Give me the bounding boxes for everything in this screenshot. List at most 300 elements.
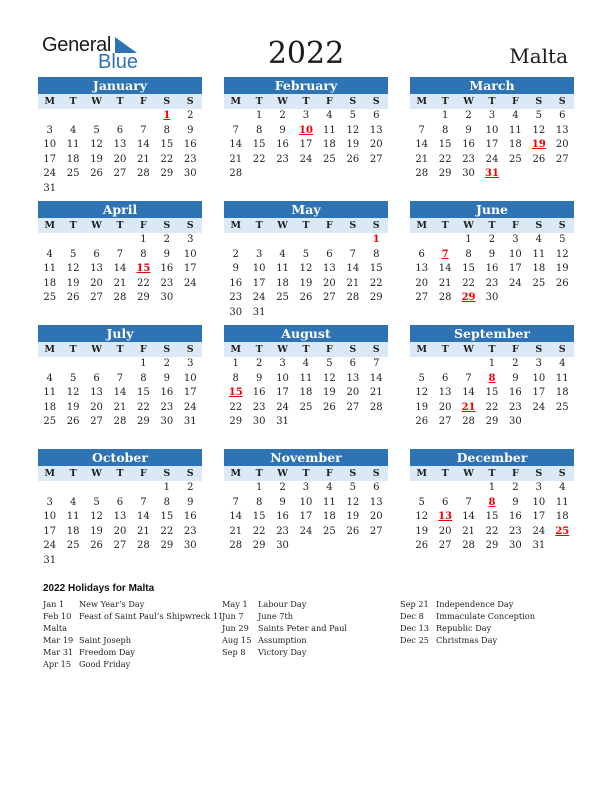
day-cell: 22 [485, 525, 499, 537]
weekday-label: T [69, 96, 77, 107]
weekday-row [410, 466, 574, 481]
day-cell: 9 [279, 124, 286, 136]
day-cell: 25 [509, 153, 522, 165]
day-cell: 16 [183, 139, 197, 151]
day-cell: 2 [187, 482, 194, 493]
weekday-label: W [91, 96, 102, 107]
month-header: May [224, 201, 388, 218]
day-grid [224, 357, 388, 430]
day-cell: 5 [349, 110, 357, 121]
weekday-row [224, 218, 388, 233]
empty-cell [433, 233, 456, 248]
empty-cell [85, 481, 108, 496]
day-cell: 20 [555, 139, 569, 151]
day-cell: 6 [93, 372, 100, 384]
day-cell: 13 [90, 263, 103, 275]
day-grid [38, 357, 202, 430]
day-cell: 3 [535, 482, 543, 493]
weekday-label: W [463, 220, 474, 231]
weekday-label: T [488, 468, 496, 479]
day-cell: 24 [532, 401, 546, 413]
weekday-label: S [186, 220, 194, 231]
day-cell: 4 [326, 110, 333, 121]
day-cell: 22 [252, 153, 266, 165]
day-cell: 2 [512, 482, 519, 493]
day-cell: 3 [512, 234, 519, 245]
month-june [410, 201, 574, 306]
day-cell: 16 [160, 263, 174, 275]
day-cell: 18 [276, 277, 289, 289]
day-cell: 16 [183, 511, 197, 523]
day-cell: 28 [369, 401, 383, 413]
day-cell: 30 [485, 292, 499, 304]
day-cell: 14 [113, 263, 127, 275]
day-cell: 30 [183, 540, 197, 552]
holiday-name: Independence Day [436, 599, 514, 609]
holiday-date: Sep 8 [222, 647, 246, 658]
weekday-row [38, 466, 202, 481]
empty-cell [61, 109, 84, 124]
day-cell: 5 [93, 124, 100, 136]
weekday-label: T [255, 468, 263, 479]
day-cell: 9 [163, 248, 171, 260]
day-grid [38, 233, 202, 306]
weekday-label: S [349, 96, 357, 107]
day-cell: 24 [485, 153, 499, 165]
day-cell: 20 [346, 387, 360, 399]
month-header: February [224, 77, 388, 94]
day-cell: 25 [66, 540, 80, 552]
day-cell: 2 [255, 358, 263, 369]
day-cell: 22 [369, 277, 383, 289]
day-cell: 18 [323, 139, 336, 151]
day-cell: 21 [137, 525, 150, 537]
weekday-label: M [416, 344, 427, 355]
day-cell: 4 [559, 358, 566, 369]
empty-cell [108, 357, 131, 372]
day-cell: 29 [137, 416, 150, 428]
weekday-label: T [69, 220, 77, 231]
weekday-label: S [186, 96, 194, 107]
day-cell: 26 [532, 153, 546, 165]
empty-cell [38, 481, 61, 496]
day-cell: 5 [559, 234, 566, 245]
weekday-label: S [186, 468, 194, 479]
day-cell: 27 [415, 292, 429, 304]
day-cell: 10 [299, 496, 313, 508]
weekday-label: S [163, 468, 171, 479]
day-cell: 27 [113, 540, 127, 552]
day-cell: 6 [441, 496, 449, 508]
weekday-row [38, 94, 202, 109]
weekday-label: F [326, 96, 333, 107]
holiday-column [400, 598, 535, 646]
weekday-label: W [277, 220, 288, 231]
day-cell: 28 [113, 292, 127, 304]
holiday-day: 7 [441, 248, 449, 260]
empty-cell [457, 357, 480, 372]
day-cell: 9 [187, 124, 194, 136]
day-cell: 21 [415, 153, 429, 165]
day-cell: 18 [532, 263, 546, 275]
month-august [224, 325, 388, 430]
day-cell: 9 [512, 372, 519, 384]
day-cell: 3 [255, 248, 263, 260]
day-cell: 20 [438, 525, 452, 537]
weekday-label: M [416, 220, 427, 231]
day-cell: 10 [532, 496, 546, 508]
weekday-label: M [230, 468, 241, 479]
month-july [38, 325, 202, 430]
day-cell: 23 [183, 153, 197, 165]
day-cell: 17 [509, 263, 522, 275]
day-cell: 2 [279, 110, 286, 121]
weekday-label: W [463, 468, 474, 479]
empty-cell [108, 233, 131, 248]
empty-cell [61, 481, 84, 496]
weekday-label: F [512, 96, 519, 107]
day-cell: 27 [113, 168, 127, 180]
empty-cell [38, 109, 61, 124]
holiday-column [222, 598, 347, 658]
day-cell: 19 [555, 263, 569, 275]
day-cell: 27 [369, 153, 383, 165]
day-cell: 3 [535, 358, 543, 369]
weekday-label: S [535, 468, 543, 479]
holiday-day: 21 [461, 401, 476, 413]
weekday-label: F [140, 468, 147, 479]
empty-cell [85, 357, 108, 372]
day-cell: 9 [163, 372, 171, 384]
day-cell: 24 [276, 401, 289, 413]
day-cell: 16 [485, 263, 499, 275]
day-cell: 14 [137, 139, 150, 151]
weekday-label: T [302, 344, 310, 355]
holiday-item [43, 646, 223, 658]
empty-cell [294, 233, 317, 248]
day-cell: 25 [43, 416, 57, 428]
day-cell: 3 [187, 234, 194, 245]
month-header: June [410, 201, 574, 218]
holiday-name: Republic Day [436, 623, 492, 634]
day-cell: 21 [113, 277, 127, 289]
holiday-date: Feb 10 [43, 611, 72, 622]
day-cell: 10 [43, 139, 57, 151]
empty-cell [38, 357, 61, 372]
day-cell: 29 [137, 292, 150, 304]
empty-cell [410, 109, 433, 124]
day-cell: 15 [137, 387, 150, 399]
day-cell: 27 [90, 416, 103, 428]
day-cell: 24 [532, 525, 546, 537]
empty-cell [457, 481, 480, 496]
weekday-label: S [349, 344, 357, 355]
day-cell: 18 [323, 511, 336, 523]
weekday-label: T [116, 220, 124, 231]
weekday-label: F [140, 220, 147, 231]
day-cell: 31 [252, 306, 266, 318]
holiday-item [400, 610, 535, 622]
month-october [38, 449, 202, 569]
day-cell: 8 [255, 124, 263, 136]
day-cell: 6 [441, 372, 449, 384]
page-title-year: 2022 [267, 36, 345, 71]
day-cell: 28 [462, 416, 475, 428]
empty-cell [108, 481, 131, 496]
day-cell: 29 [252, 540, 266, 552]
holiday-date: Malta [43, 623, 68, 634]
day-cell: 30 [462, 168, 475, 180]
day-cell: 22 [462, 277, 475, 289]
day-grid [410, 233, 574, 306]
weekday-label: T [69, 344, 77, 355]
holiday-item [222, 646, 347, 658]
day-cell: 22 [137, 401, 150, 413]
day-cell: 8 [232, 372, 239, 384]
day-cell: 14 [137, 511, 150, 523]
day-cell: 22 [137, 277, 150, 289]
day-cell: 7 [232, 124, 239, 136]
day-cell: 29 [369, 292, 383, 304]
holiday-date: Mar 19 [43, 635, 74, 646]
weekday-row [410, 218, 574, 233]
day-cell: 25 [555, 401, 569, 413]
day-cell: 16 [229, 277, 243, 289]
day-cell: 25 [323, 153, 336, 165]
holiday-date: Dec 8 [400, 611, 424, 622]
holiday-item [400, 634, 535, 646]
day-cell: 12 [66, 387, 80, 399]
holiday-name: Saint Joseph [79, 635, 132, 646]
day-cell: 8 [163, 496, 171, 508]
day-cell: 26 [66, 416, 80, 428]
holiday-day: 31 [485, 168, 499, 180]
day-cell: 4 [46, 372, 53, 384]
holiday-item [43, 622, 223, 634]
weekday-label: S [535, 96, 543, 107]
day-cell: 4 [279, 248, 286, 260]
day-cell: 28 [462, 540, 475, 552]
day-cell: 18 [66, 153, 80, 165]
day-cell: 2 [465, 110, 472, 121]
weekday-label: W [277, 344, 288, 355]
holiday-name: June 7th [258, 611, 294, 622]
day-cell: 17 [299, 511, 313, 523]
holiday-name: Victory Day [258, 647, 307, 658]
day-cell: 11 [323, 496, 336, 508]
weekday-label: T [488, 96, 496, 107]
holiday-item [43, 658, 223, 670]
day-cell: 29 [229, 416, 243, 428]
day-cell: 13 [90, 387, 103, 399]
day-cell: 15 [485, 511, 499, 523]
weekday-label: F [512, 220, 519, 231]
day-cell: 12 [90, 511, 103, 523]
day-cell: 28 [113, 416, 127, 428]
day-cell: 17 [183, 263, 197, 275]
weekday-label: T [441, 344, 449, 355]
day-cell: 7 [373, 358, 380, 369]
empty-cell [318, 233, 341, 248]
holiday-day: 10 [299, 124, 313, 136]
day-cell: 5 [349, 482, 357, 493]
day-cell: 5 [418, 372, 425, 384]
empty-cell [410, 481, 433, 496]
holiday-column [43, 598, 223, 671]
weekday-label: T [116, 96, 124, 107]
weekday-label: M [44, 344, 55, 355]
day-cell: 5 [302, 248, 310, 260]
holiday-date: Aug 15 [222, 635, 252, 646]
day-cell: 18 [555, 387, 569, 399]
holiday-date: Apr 15 [43, 659, 72, 670]
day-cell: 13 [369, 124, 383, 136]
logo-general-text: General [42, 34, 112, 56]
day-cell: 26 [415, 540, 429, 552]
day-cell: 1 [140, 358, 147, 369]
weekday-label: T [255, 220, 263, 231]
day-cell: 17 [299, 139, 313, 151]
day-cell: 30 [276, 540, 289, 552]
empty-cell [224, 109, 247, 124]
day-cell: 6 [116, 496, 124, 508]
day-cell: 2 [163, 234, 171, 245]
holiday-item [43, 634, 223, 646]
day-cell: 23 [509, 525, 522, 537]
day-cell: 12 [66, 263, 80, 275]
day-cell: 22 [160, 153, 174, 165]
day-cell: 17 [183, 387, 197, 399]
day-cell: 8 [373, 248, 380, 260]
weekday-label: T [302, 96, 310, 107]
day-cell: 30 [509, 416, 522, 428]
day-cell: 23 [160, 277, 174, 289]
weekday-label: T [488, 344, 496, 355]
day-cell: 1 [441, 110, 449, 121]
day-cell: 31 [43, 554, 57, 566]
day-cell: 12 [299, 263, 313, 275]
weekday-label: S [349, 468, 357, 479]
day-cell: 30 [160, 292, 174, 304]
weekday-label: F [326, 344, 333, 355]
empty-cell [85, 109, 108, 124]
day-cell: 24 [183, 401, 197, 413]
day-cell: 19 [66, 401, 80, 413]
weekday-label: S [163, 96, 171, 107]
day-cell: 9 [232, 263, 239, 275]
day-cell: 17 [532, 387, 546, 399]
weekday-label: T [441, 220, 449, 231]
day-cell: 19 [346, 511, 360, 523]
weekday-label: W [91, 468, 102, 479]
holiday-name: Feast of Saint Paul’s Shipwreck 11 [79, 611, 224, 622]
holiday-day: 8 [488, 372, 496, 384]
day-cell: 26 [90, 168, 103, 180]
day-cell: 7 [116, 248, 124, 260]
day-cell: 18 [299, 387, 313, 399]
weekday-label: S [558, 344, 566, 355]
weekday-label: S [372, 220, 380, 231]
holiday-day: 15 [136, 263, 151, 275]
day-cell: 27 [555, 153, 569, 165]
weekday-label: T [302, 220, 310, 231]
day-cell: 30 [160, 416, 174, 428]
day-cell: 25 [532, 277, 546, 289]
day-cell: 22 [438, 153, 452, 165]
holiday-date: May 1 [222, 599, 248, 609]
day-cell: 26 [415, 416, 429, 428]
day-cell: 23 [160, 401, 174, 413]
holiday-item [400, 622, 535, 634]
day-cell: 28 [137, 168, 150, 180]
weekday-label: S [558, 96, 566, 107]
day-cell: 14 [346, 263, 360, 275]
day-cell: 7 [418, 124, 425, 136]
day-cell: 20 [415, 277, 429, 289]
day-cell: 27 [90, 292, 103, 304]
weekday-label: W [277, 96, 288, 107]
weekday-label: S [558, 468, 566, 479]
empty-cell [247, 233, 270, 248]
holiday-date: Jun 7 [222, 611, 244, 622]
day-cell: 25 [323, 525, 336, 537]
holiday-item [400, 598, 535, 610]
weekday-label: T [302, 468, 310, 479]
day-grid [38, 481, 202, 569]
day-cell: 12 [532, 124, 546, 136]
empty-cell [410, 357, 433, 372]
weekday-label: S [372, 96, 380, 107]
day-cell: 25 [299, 401, 313, 413]
day-cell: 9 [187, 496, 194, 508]
day-cell: 26 [66, 292, 80, 304]
day-cell: 27 [438, 416, 452, 428]
weekday-label: F [512, 468, 519, 479]
weekday-label: M [44, 468, 55, 479]
day-cell: 22 [229, 401, 243, 413]
day-cell: 21 [346, 277, 360, 289]
day-cell: 5 [326, 358, 333, 369]
day-cell: 26 [299, 292, 313, 304]
holiday-name: Good Friday [79, 659, 131, 670]
day-cell: 21 [229, 153, 243, 165]
day-cell: 16 [509, 511, 522, 523]
day-cell: 16 [276, 511, 289, 523]
empty-cell [132, 481, 155, 496]
month-header: October [38, 449, 202, 466]
empty-cell [85, 233, 108, 248]
day-cell: 3 [488, 110, 496, 121]
day-cell: 10 [276, 372, 289, 384]
day-cell: 14 [369, 372, 383, 384]
day-cell: 20 [369, 139, 383, 151]
empty-cell [433, 357, 456, 372]
holiday-item [222, 598, 347, 610]
weekday-label: S [186, 344, 194, 355]
day-cell: 3 [46, 124, 53, 136]
day-cell: 12 [346, 496, 360, 508]
day-cell: 4 [302, 358, 310, 369]
day-cell: 13 [346, 372, 360, 384]
day-cell: 5 [69, 248, 77, 260]
holiday-item [222, 634, 347, 646]
weekday-label: S [349, 220, 357, 231]
month-january [38, 77, 202, 197]
day-cell: 12 [323, 372, 336, 384]
day-cell: 3 [46, 496, 53, 508]
day-cell: 1 [163, 482, 171, 493]
day-cell: 7 [349, 248, 357, 260]
